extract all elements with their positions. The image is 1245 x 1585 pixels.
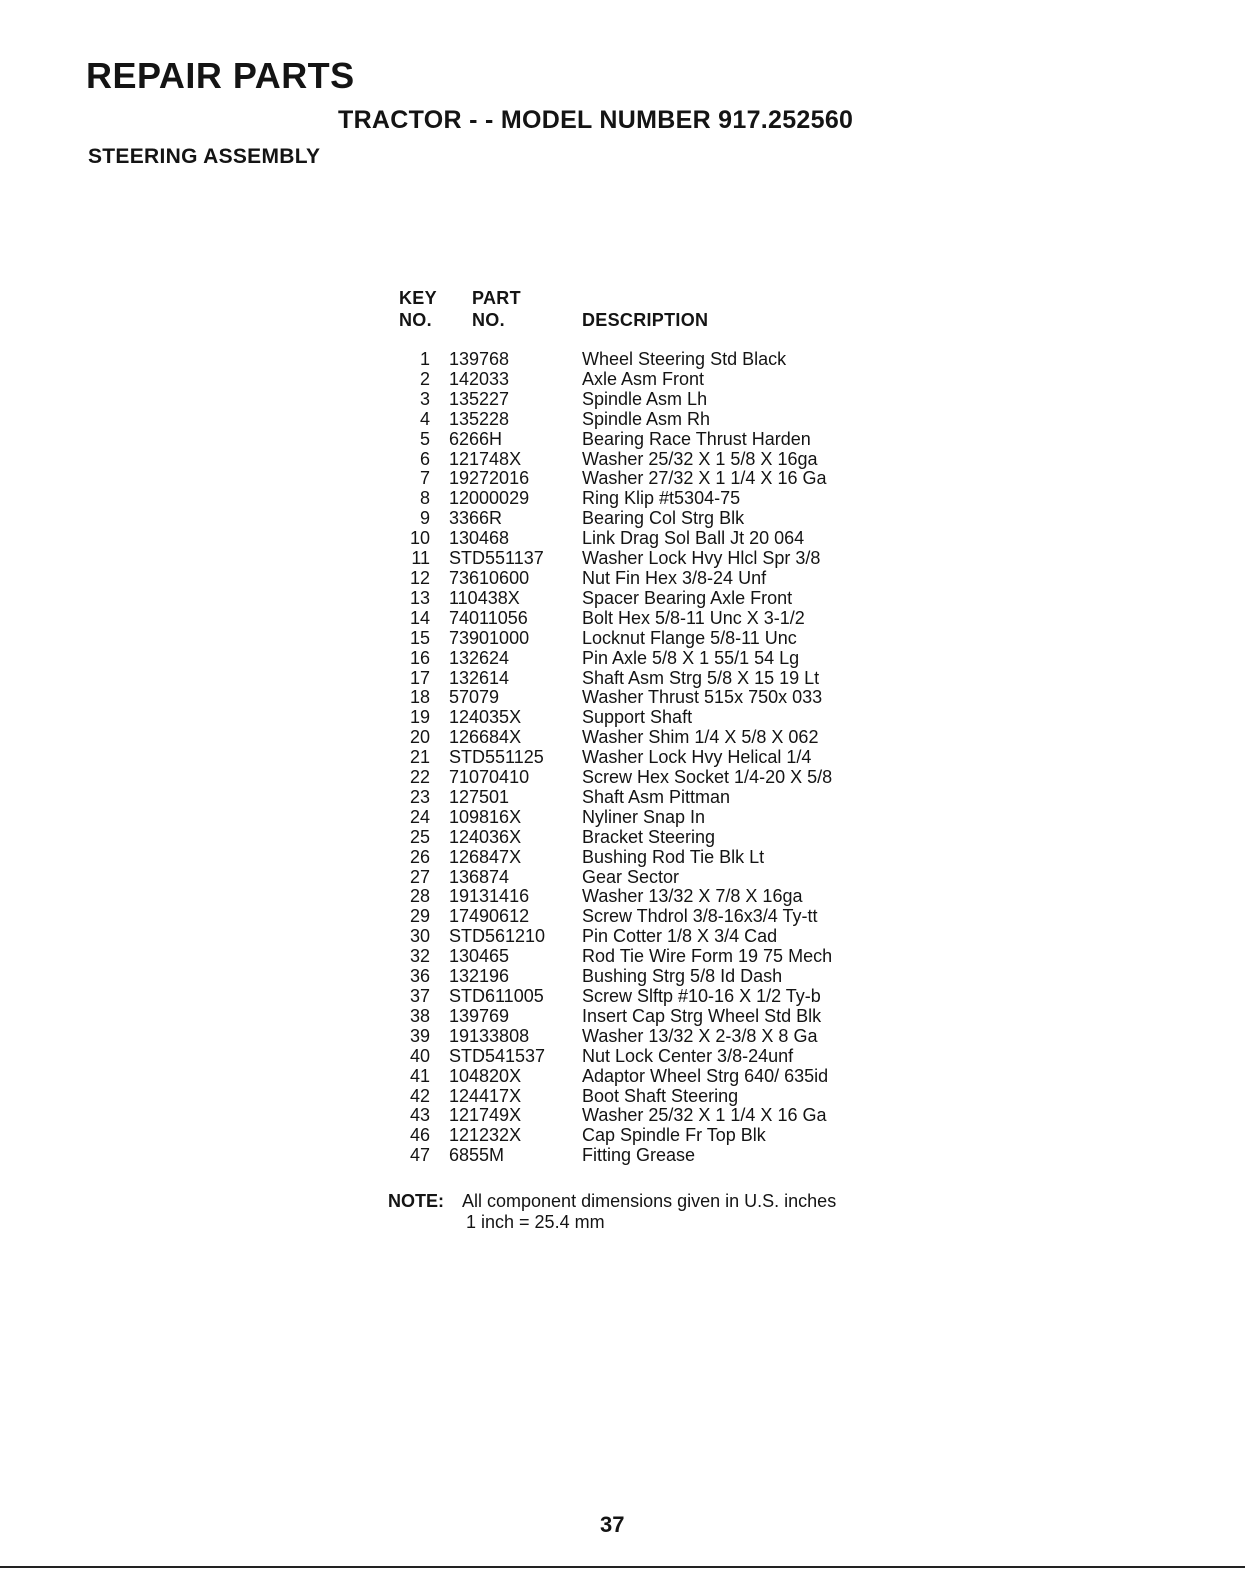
key-header-line-1: KEY (399, 288, 437, 308)
description-cell: Wheel Steering Std Black (582, 349, 787, 369)
note-label: NOTE: (388, 1191, 444, 1211)
table-row (392, 1067, 832, 1087)
description-cell: Bearing Race Thrust Harden (582, 428, 811, 449)
key-number-cell: 42 (409, 1085, 430, 1106)
part-number-cell: 139768 (449, 349, 510, 369)
table-row (392, 669, 832, 689)
description-header: DESCRIPTION (582, 310, 709, 330)
key-number-cell: 10 (409, 528, 430, 549)
table-row (392, 509, 832, 529)
table-row (392, 609, 832, 629)
description-cell: Washer 13/32 X 7/8 X 16ga (582, 886, 803, 907)
table-row (392, 569, 832, 589)
key-number-cell: 40 (409, 1045, 430, 1066)
key-number-cell: 16 (409, 647, 430, 668)
description-cell: Link Drag Sol Ball Jt 20 064 (582, 528, 805, 549)
key-number-cell: 30 (409, 926, 430, 947)
table-row (392, 549, 832, 569)
table-row (392, 1146, 832, 1166)
key-number-cell: 41 (409, 1065, 430, 1086)
table-row (392, 430, 832, 450)
description-cell: Washer 13/32 X 2-3/8 X 8 Ga (582, 1025, 818, 1046)
table-row (392, 768, 832, 788)
key-number-cell: 6 (419, 448, 430, 469)
table-row (392, 390, 832, 410)
part-number-cell: 6855M (449, 1145, 505, 1166)
description-cell: Adaptor Wheel Strg 640/ 635id (582, 1065, 829, 1086)
table-row (392, 828, 832, 848)
key-number-cell: 3 (419, 388, 430, 409)
part-number-cell: 6266H (449, 428, 503, 449)
table-row (392, 967, 832, 987)
part-number-cell: 3366R (449, 508, 503, 529)
part-header-line-1: PART (472, 288, 521, 308)
key-number-cell: 32 (409, 946, 430, 967)
key-number-cell: 29 (409, 906, 430, 927)
description-cell: Nyliner Snap In (582, 806, 706, 827)
part-number-cell: 126684X (449, 727, 522, 748)
description-cell: Shaft Asm Pittman (582, 786, 731, 807)
table-row (392, 350, 832, 370)
description-cell: Insert Cap Strg Wheel Std Blk (582, 1005, 822, 1026)
part-number-cell: STD551137 (449, 548, 544, 569)
key-number-cell: 38 (409, 1005, 430, 1026)
part-number-cell: 139769 (449, 1005, 510, 1026)
description-cell: Screw Slftp #10-16 X 1/2 Ty-b (582, 986, 821, 1006)
key-number-cell: 7 (419, 468, 430, 489)
section-heading: STEERING ASSEMBLY (88, 145, 321, 168)
page-number: 37 (600, 1512, 625, 1537)
description-cell: Bolt Hex 5/8-11 Unc X 3-1/2 (582, 607, 805, 628)
part-number-cell: 135228 (449, 408, 510, 429)
table-row (392, 370, 832, 390)
key-number-cell: 14 (409, 607, 430, 628)
description-cell: Washer 25/32 X 1 1/4 X 16 Ga (582, 1105, 827, 1126)
description-cell: Pin Cotter 1/8 X 3/4 Cad (582, 926, 778, 947)
table-row (392, 1106, 832, 1126)
table-row (392, 629, 832, 649)
table-row (392, 469, 832, 489)
part-number-cell: 57079 (449, 687, 500, 708)
description-cell: Nut Lock Center 3/8-24unf (582, 1045, 794, 1066)
description-cell: Gear Sector (582, 866, 680, 887)
part-number-cell: 12000029 (449, 488, 530, 509)
table-row (392, 688, 832, 708)
key-number-cell: 1 (419, 349, 430, 369)
table-row (392, 708, 832, 728)
part-number-cell: STD551125 (449, 747, 544, 768)
description-cell: Rod Tie Wire Form 19 75 Mech (582, 946, 833, 967)
part-number-cell: 121748X (449, 448, 522, 469)
part-number-cell: 135227 (449, 388, 510, 409)
description-cell: Bushing Strg 5/8 Id Dash (582, 966, 783, 987)
part-number-cell: 19133808 (449, 1025, 530, 1046)
description-cell: Locknut Flange 5/8-11 Unc (582, 627, 797, 648)
description-cell: Axle Asm Front (582, 368, 705, 389)
note-conversion: 1 inch = 25.4 mm (466, 1212, 605, 1232)
part-number-cell: 132624 (449, 647, 510, 668)
description-cell: Ring Klip #t5304-75 (582, 488, 741, 509)
table-row (392, 1047, 832, 1067)
key-number-cell: 27 (409, 866, 430, 887)
bottom-rule (0, 1566, 1245, 1568)
key-header-line-2: NO. (399, 310, 432, 330)
key-number-cell: 19 (409, 707, 430, 728)
model-heading: TRACTOR - - MODEL NUMBER 917.252560 (338, 106, 854, 134)
table-row (392, 848, 832, 868)
key-number-cell: 47 (409, 1145, 430, 1166)
part-number-cell: 124417X (449, 1085, 522, 1106)
part-number-cell: STD541537 (449, 1045, 546, 1066)
description-cell: Bearing Col Strg Blk (582, 508, 745, 529)
key-number-cell: 12 (409, 567, 430, 588)
description-cell: Washer Lock Hvy Helical 1/4 (582, 747, 812, 768)
part-number-cell: 71070410 (449, 767, 530, 788)
description-cell: Pin Axle 5/8 X 1 55/1 54 Lg (582, 647, 800, 668)
part-number-header (472, 287, 521, 331)
part-number-cell: 136874 (449, 866, 510, 887)
description-cell: Washer 27/32 X 1 1/4 X 16 Ga (582, 468, 827, 489)
table-row (392, 728, 832, 748)
key-number-cell: 11 (411, 548, 430, 569)
part-number-cell: 130468 (449, 528, 510, 549)
description-cell: Nut Fin Hex 3/8-24 Unf (582, 567, 767, 588)
part-number-cell: 17490612 (449, 906, 530, 927)
description-cell: Washer 25/32 X 1 5/8 X 16ga (582, 448, 818, 469)
table-row (392, 748, 832, 768)
part-number-cell: 124036X (449, 826, 522, 847)
description-cell: Spindle Asm Rh (582, 408, 711, 429)
part-number-cell: 109816X (449, 806, 522, 827)
key-number-cell: 13 (409, 587, 430, 608)
key-number-cell: 28 (409, 886, 430, 907)
table-row (392, 589, 832, 609)
part-number-cell: 142033 (449, 368, 510, 389)
part-number-cell: 130465 (449, 946, 510, 967)
table-row (392, 529, 832, 549)
key-number-cell: 24 (409, 806, 430, 827)
key-number-cell: 21 (409, 747, 430, 768)
part-number-cell: 121232X (449, 1125, 522, 1146)
description-cell: Bracket Steering (582, 826, 716, 847)
description-cell: Screw Thdrol 3/8-16x3/4 Ty-tt (582, 906, 818, 927)
description-cell: Boot Shaft Steering (582, 1085, 739, 1106)
description-cell: Washer Thrust 515x 750x 033 (582, 687, 823, 708)
page-title: REPAIR PARTS (86, 55, 355, 96)
key-number-cell: 26 (409, 846, 430, 867)
part-number-cell: 127501 (449, 786, 510, 807)
key-number-cell: 17 (409, 667, 430, 688)
table-row (392, 489, 832, 509)
description-cell: Support Shaft (582, 707, 693, 728)
table-row (392, 987, 832, 1007)
part-number-cell: 110438X (449, 587, 520, 608)
table-row (392, 1087, 832, 1107)
part-number-cell: 121749X (449, 1105, 522, 1126)
description-cell: Shaft Asm Strg 5/8 X 15 19 Lt (582, 667, 820, 688)
part-header-line-2: NO. (472, 310, 505, 330)
key-number-header (399, 287, 437, 331)
key-number-cell: 2 (419, 368, 430, 389)
description-cell: Spacer Bearing Axle Front (582, 587, 793, 608)
part-number-cell: 132196 (449, 966, 510, 987)
key-number-cell: 43 (409, 1105, 430, 1126)
part-number-cell: 73610600 (449, 567, 530, 588)
description-cell: Cap Spindle Fr Top Blk (582, 1125, 766, 1146)
part-number-cell: 19131416 (449, 886, 530, 907)
description-cell: Spindle Asm Lh (582, 388, 708, 409)
description-cell: Bushing Rod Tie Blk Lt (582, 846, 765, 867)
key-number-cell: 23 (409, 786, 430, 807)
table-row (392, 450, 832, 470)
table-row (392, 788, 832, 808)
table-row (392, 649, 832, 669)
key-number-cell: 5 (419, 428, 430, 449)
key-number-cell: 4 (419, 408, 430, 429)
key-number-cell: 18 (409, 687, 430, 708)
description-cell: Washer Lock Hvy Hlcl Spr 3/8 (582, 548, 821, 569)
table-row (392, 887, 832, 907)
table-row (392, 907, 832, 927)
part-number-cell: 126847X (449, 846, 522, 867)
table-row (392, 868, 832, 888)
key-number-cell: 9 (419, 508, 430, 529)
part-number-cell: 74011056 (449, 607, 528, 628)
parts-table (392, 350, 832, 1166)
key-number-cell: 46 (409, 1125, 430, 1146)
key-number-cell: 8 (419, 488, 430, 509)
table-row (392, 1126, 832, 1146)
table-row (392, 410, 832, 430)
table-row (392, 1007, 832, 1027)
description-cell: Fitting Grease (582, 1145, 696, 1166)
part-number-cell: 19272016 (449, 468, 530, 489)
key-number-cell: 15 (409, 627, 430, 648)
table-row (392, 927, 832, 947)
part-number-cell: 104820X (449, 1065, 522, 1086)
table-row (392, 947, 832, 967)
key-number-cell: 36 (409, 966, 430, 987)
part-number-cell: STD561210 (449, 926, 546, 947)
description-cell: Washer Shim 1/4 X 5/8 X 062 (582, 727, 819, 748)
key-number-cell: 22 (409, 767, 430, 788)
note-text: All component dimensions given in U.S. inches (462, 1191, 837, 1211)
description-cell: Screw Hex Socket 1/4-20 X 5/8 (582, 767, 833, 788)
key-number-cell: 39 (409, 1025, 430, 1046)
key-number-cell: 25 (409, 826, 430, 847)
key-number-cell: 37 (409, 986, 430, 1006)
part-number-cell: 132614 (449, 667, 510, 688)
table-row (392, 808, 832, 828)
table-row (392, 1027, 832, 1047)
part-number-cell: STD611005 (449, 986, 544, 1006)
parts-table-body (392, 350, 832, 1166)
part-number-cell: 73901000 (449, 627, 530, 648)
key-number-cell: 20 (409, 727, 430, 748)
part-number-cell: 124035X (449, 707, 522, 728)
